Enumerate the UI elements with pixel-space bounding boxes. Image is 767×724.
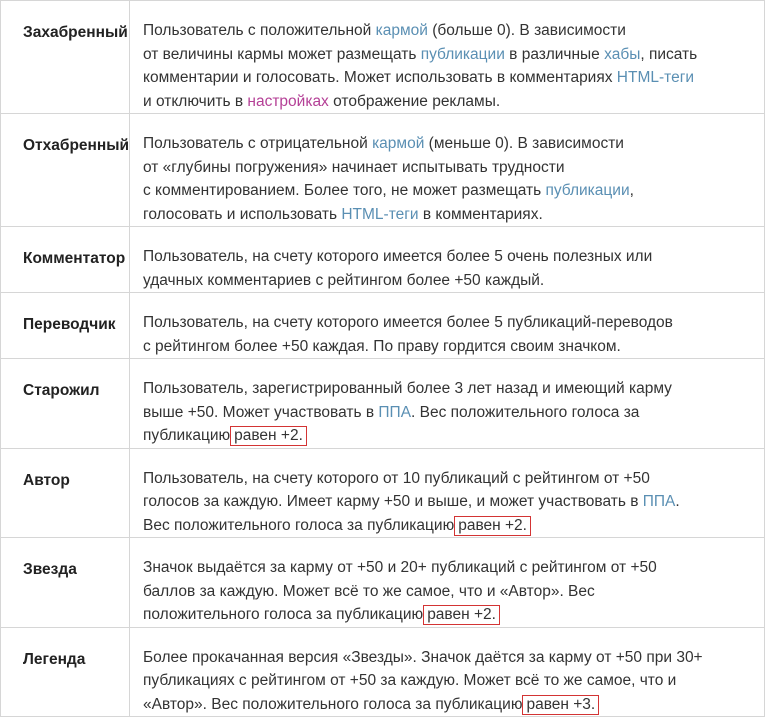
- role-description: [130, 293, 764, 358]
- link-настройках[interactable]: настройках: [247, 92, 329, 110]
- role-name-cell: [1, 114, 130, 227]
- description-line: [143, 424, 746, 448]
- link-кармой[interactable]: кармой: [375, 22, 428, 39]
- text-segment: в различные: [504, 45, 605, 63]
- highlighted-vote-weight: равен +3.: [522, 695, 599, 715]
- role-description: [130, 628, 764, 717]
- role-description: [130, 538, 764, 627]
- role-name-cell: [1, 627, 130, 717]
- table-row: [1, 448, 765, 538]
- text-segment: Пользователь, на счету которого имеется более 5 публикаций-переводов: [143, 314, 673, 331]
- description-line: [143, 311, 746, 335]
- role-description-cell: [130, 293, 765, 359]
- link-ппа[interactable]: ППА: [378, 403, 412, 421]
- text-segment: Пользователь с положительной: [143, 22, 376, 39]
- description-line: [143, 19, 746, 43]
- role-description-cell: [130, 359, 765, 449]
- text-segment: .: [675, 493, 680, 510]
- text-segment: голосов за каждую. Имеет карму +50 и выше, и может участвовать в: [143, 493, 643, 510]
- description-line: [143, 132, 746, 156]
- description-line: [143, 66, 746, 90]
- description-line: [143, 490, 746, 514]
- table-row: [1, 227, 765, 293]
- role-description-cell: [130, 538, 765, 628]
- text-segment: от «глубины погружения» начинает испытывать трудности: [143, 158, 565, 176]
- text-segment: голосовать и использовать: [143, 205, 342, 223]
- description-line: [143, 603, 746, 627]
- text-segment: Пользователь, на счету которого от 10 публикаций с рейтингом от +50: [143, 469, 650, 487]
- description-line: [143, 335, 746, 359]
- description-line: [143, 203, 746, 227]
- highlighted-vote-weight: равен +2.: [454, 516, 531, 536]
- role-description: [130, 114, 764, 226]
- text-segment: публикациях с рейтингом от +50 за каждую. Может всё то же самое, что и: [143, 672, 677, 689]
- role-name-cell: [1, 538, 130, 628]
- text-segment: Более прокачанная версия «Звезды». Значок даётся за карму от +50 при 30+: [143, 648, 703, 666]
- role-description: [130, 359, 764, 448]
- role-name-cell: [1, 227, 130, 293]
- text-segment: «Автор». Вес положительного голоса за публикацию: [143, 695, 523, 713]
- description-line: [143, 179, 746, 203]
- text-segment: ,: [629, 182, 634, 199]
- description-line: [143, 377, 746, 401]
- text-segment: от величины кармы может размещать: [143, 45, 421, 63]
- role-name: Переводчик: [23, 316, 116, 333]
- description-line: [143, 467, 746, 491]
- description-line: [143, 401, 746, 425]
- role-name: Отхабренный: [23, 137, 130, 154]
- role-name-cell: [1, 359, 130, 449]
- link-кармой[interactable]: кармой: [372, 135, 425, 152]
- highlighted-vote-weight: равен +2.: [423, 605, 500, 625]
- text-segment: (меньше 0). В зависимости: [424, 135, 624, 152]
- text-segment: (больше 0). В зависимости: [427, 22, 626, 39]
- table-row: [1, 1, 765, 114]
- description-line: [143, 269, 746, 293]
- text-segment: Пользователь, зарегистрированный более 3 лет назад и имеющий карму: [143, 380, 672, 397]
- description-line: [143, 514, 746, 538]
- link-хабы[interactable]: хабы: [604, 45, 641, 63]
- text-segment: отображение рекламы.: [328, 92, 501, 110]
- text-segment: выше +50. Может участвовать в: [143, 403, 379, 421]
- role-description: [130, 1, 764, 113]
- description-line: [143, 646, 746, 670]
- description-line: [143, 90, 746, 114]
- description-line: [143, 245, 746, 269]
- description-line: [143, 693, 746, 717]
- roles-table-body: [1, 1, 765, 717]
- text-segment: публикацию: [143, 427, 231, 444]
- text-segment: Пользователь, на счету которого имеется более 5 очень полезных или: [143, 248, 653, 265]
- table-row: [1, 359, 765, 449]
- role-description-cell: [130, 114, 765, 227]
- description-line: [143, 43, 746, 67]
- highlighted-vote-weight: равен +2.: [230, 426, 307, 446]
- role-name: Старожил: [23, 382, 100, 399]
- role-name: Легенда: [23, 650, 86, 668]
- role-description-cell: [130, 1, 765, 114]
- link-публикации[interactable]: публикации: [545, 182, 630, 199]
- text-segment: Вес положительного голоса за публикацию: [143, 516, 455, 534]
- description-line: [143, 156, 746, 180]
- text-segment: с рейтингом более +50 каждая. По праву гордится своим значком.: [143, 337, 621, 355]
- link-html-теги[interactable]: HTML-теги: [616, 69, 695, 86]
- link-публикации[interactable]: публикации: [420, 45, 505, 63]
- role-description: [130, 449, 764, 538]
- text-segment: положительного голоса за публикацию: [143, 606, 424, 623]
- text-segment: и отключить в: [143, 92, 248, 110]
- table-row: [1, 293, 765, 359]
- role-description: [130, 227, 764, 292]
- role-name: Комментатор: [23, 250, 126, 267]
- text-segment: Значок выдаётся за карму от +50 и 20+ публикаций с рейтингом от +50: [143, 559, 657, 576]
- role-name: Захабренный: [23, 24, 128, 41]
- role-description-cell: [130, 448, 765, 538]
- role-description-cell: [130, 627, 765, 717]
- link-html-теги[interactable]: HTML-теги: [341, 205, 419, 223]
- role-name: Автор: [23, 471, 70, 489]
- text-segment: , писать: [640, 45, 698, 63]
- text-segment: в комментариях.: [418, 205, 543, 223]
- text-segment: Пользователь с отрицательной: [143, 135, 373, 152]
- table-row: [1, 538, 765, 628]
- text-segment: . Вес положительного голоса за: [411, 403, 640, 421]
- role-name: Звезда: [23, 561, 77, 578]
- description-line: [143, 580, 746, 604]
- text-segment: с комментированием. Более того, не может размещать: [143, 182, 546, 199]
- role-description-cell: [130, 227, 765, 293]
- table-row: [1, 114, 765, 227]
- description-line: [143, 556, 746, 580]
- link-ппа[interactable]: ППА: [642, 493, 676, 510]
- table-row: [1, 627, 765, 717]
- text-segment: комментарии и голосовать. Может использовать в комментариях: [143, 69, 617, 86]
- role-name-cell: [1, 1, 130, 114]
- text-segment: удачных комментариев с рейтингом более +50 каждый.: [143, 271, 545, 289]
- description-line: [143, 669, 746, 693]
- text-segment: баллов за каждую. Может всё то же самое, что и «Автор». Вес: [143, 582, 595, 600]
- role-name-cell: [1, 448, 130, 538]
- role-name-cell: [1, 293, 130, 359]
